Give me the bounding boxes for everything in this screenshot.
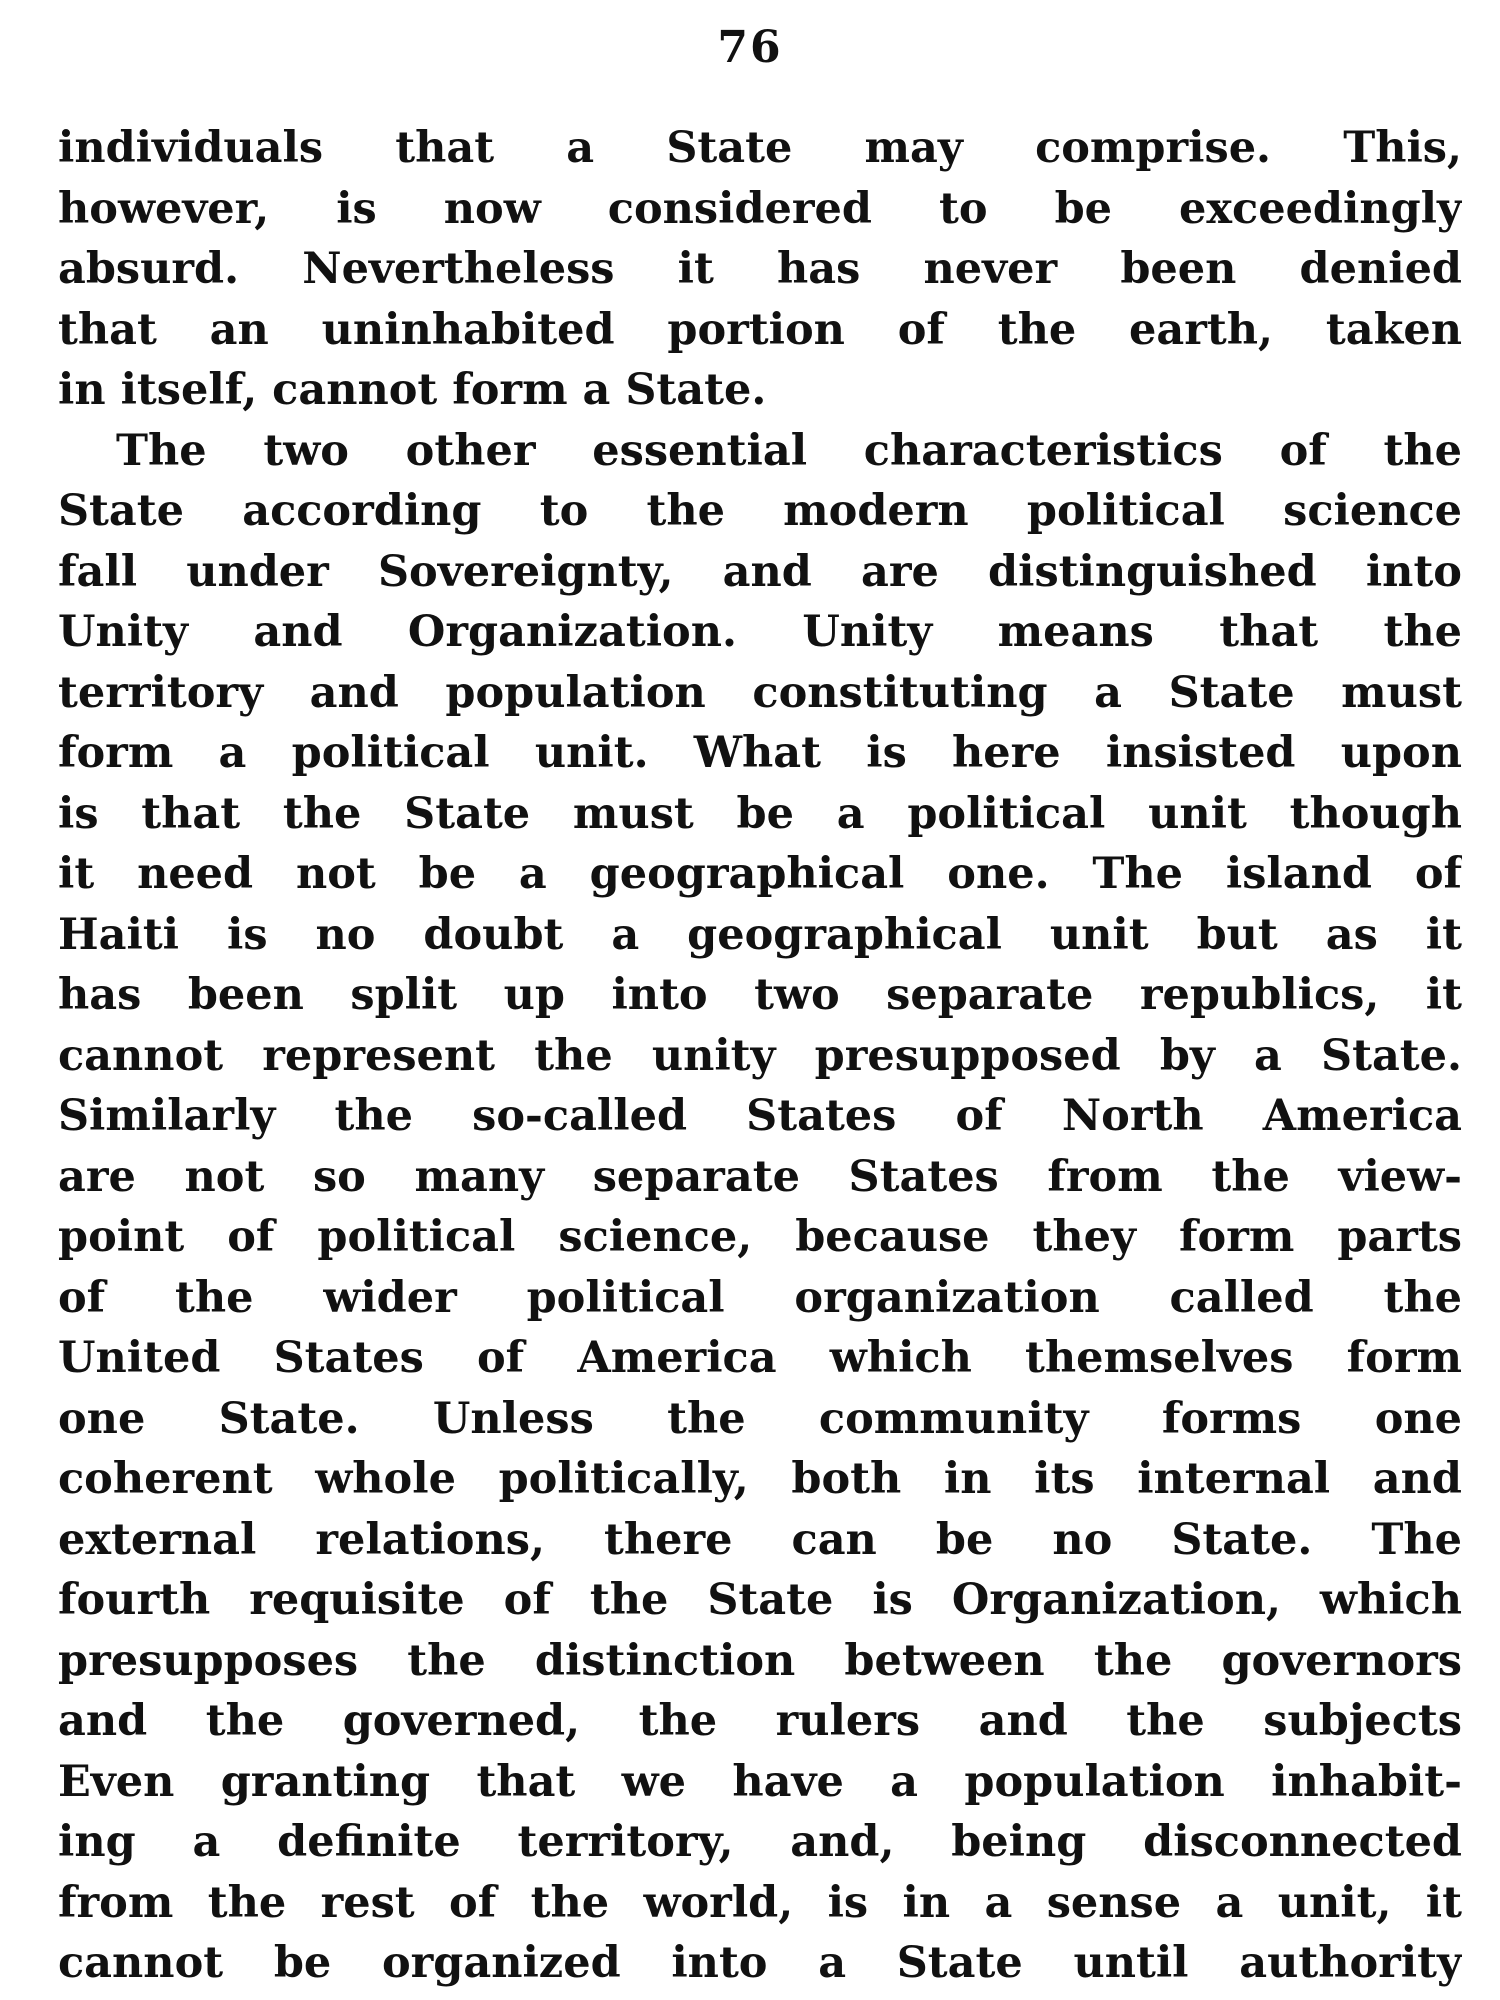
text-line: presupposes the distinction between the governors xyxy=(58,1635,1462,1686)
text-line: The two other essential characteristics of the xyxy=(116,425,1462,476)
text-line: individuals that a State may comprise. This, xyxy=(58,123,1462,173)
text-line: absurd. Nevertheless it has never been denied xyxy=(58,244,1462,294)
text-line: United States of America which themselves form xyxy=(58,1333,1462,1383)
text-line: ing a definite territory, and, being disconnected xyxy=(58,1817,1462,1867)
text-line: Unity and Organization. Unity means that the xyxy=(58,607,1462,657)
text-line: Even granting that we have a population inhabit- xyxy=(58,1756,1462,1807)
text-line: fourth requisite of the State is Organization, which xyxy=(58,1575,1462,1625)
text-line: point of political science, because they form parts xyxy=(58,1212,1462,1262)
text-line: and the governed, the rulers and the subjects xyxy=(58,1696,1462,1746)
text-line: fall under Sovereignty, and are distinguished into xyxy=(58,546,1462,597)
text-line: of the wider political organization called the xyxy=(58,1272,1462,1323)
text-line: that an uninhabited portion of the earth, taken xyxy=(58,304,1462,355)
text-line: in itself, cannot form a State. xyxy=(58,365,767,415)
text-line: form a political unit. What is here insisted upon xyxy=(58,728,1462,778)
text-line: State according to the modern political science xyxy=(58,486,1462,536)
text-line: however, is now considered to be exceedingly xyxy=(58,183,1462,234)
text-line: cannot represent the unity presupposed by a State. xyxy=(58,1030,1462,1081)
text-line: are not so many separate States from the view- xyxy=(58,1151,1462,1202)
page-number: 76 xyxy=(717,22,783,73)
text-line: from the rest of the world, is in a sense a unit, it xyxy=(58,1877,1462,1928)
text-line: territory and population constituting a State must xyxy=(58,667,1462,718)
text-line: it need not be a geographical one. The island of xyxy=(58,849,1462,899)
text-line: is that the State must be a political unit though xyxy=(58,788,1462,839)
text-line: cannot be organized into a State until authority xyxy=(58,1938,1462,1988)
text-line: one State. Unless the community forms one xyxy=(58,1393,1462,1444)
body-text xyxy=(58,118,1462,1994)
text-line: external relations, there can be no State. The xyxy=(58,1514,1462,1565)
text-line: Haiti is no doubt a geographical unit but as it xyxy=(58,909,1462,960)
text-line: coherent whole politically, both in its internal and xyxy=(58,1454,1462,1504)
text-line: has been split up into two separate republics, it xyxy=(58,970,1462,1020)
text-line: Similarly the so-called States of North America xyxy=(58,1091,1462,1141)
